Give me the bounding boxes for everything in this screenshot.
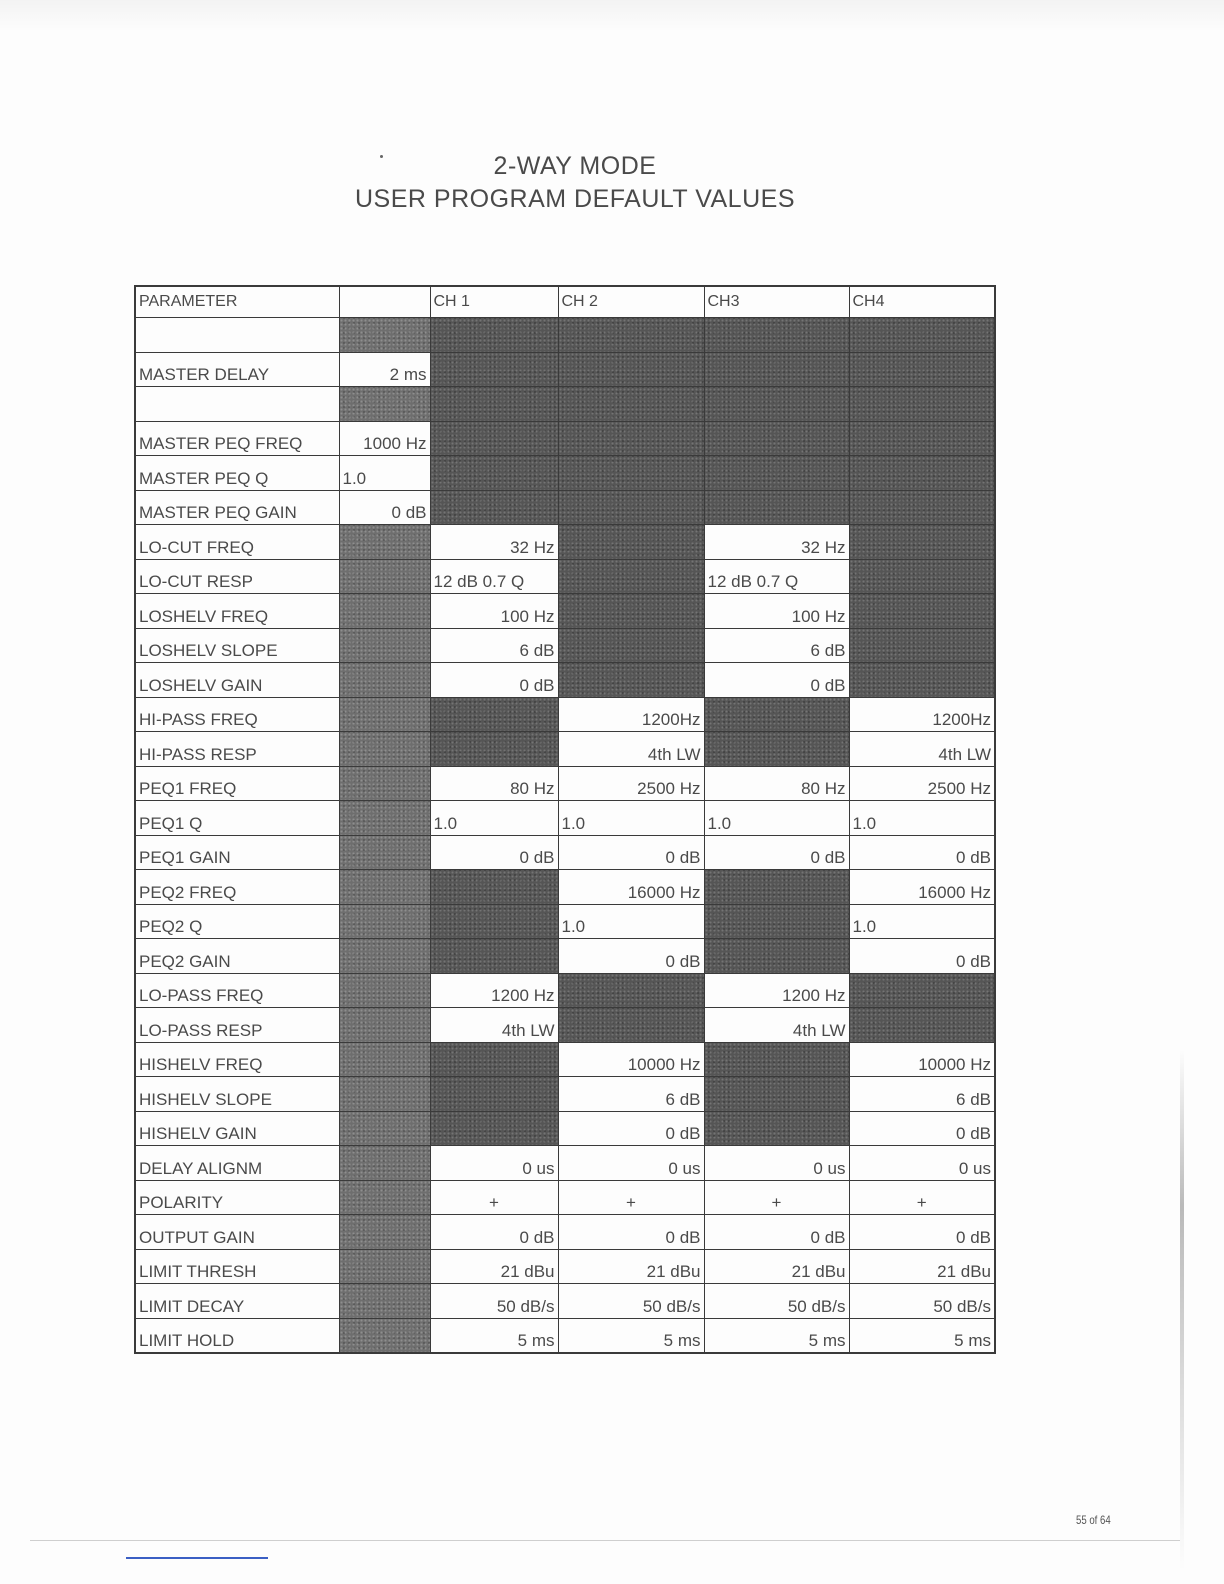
ch3-shaded-cell xyxy=(704,904,849,939)
footer-link-underline xyxy=(126,1557,268,1559)
master-shaded-cell xyxy=(339,904,430,939)
ch3-value: 0 dB xyxy=(704,663,849,698)
parameter-label: POLARITY xyxy=(135,1180,339,1215)
ch3-value: 21 dBu xyxy=(704,1249,849,1284)
ch2-shaded-cell xyxy=(558,663,704,698)
master-shaded-cell xyxy=(339,1042,430,1077)
parameter-table-body xyxy=(135,286,995,1353)
ch1-shaded-cell xyxy=(430,318,558,353)
ch1-value: 12 dB 0.7 Q xyxy=(430,559,558,594)
ch1-shaded-cell xyxy=(430,421,558,456)
parameter-label xyxy=(135,318,339,353)
ch4-shaded-cell xyxy=(849,490,995,525)
ch3-shaded-cell xyxy=(704,870,849,905)
header-ch3: CH3 xyxy=(704,286,849,318)
table-header-row xyxy=(135,286,995,318)
ch1-value: + xyxy=(430,1180,558,1215)
ch2-shaded-cell xyxy=(558,594,704,629)
ch1-value: 0 dB xyxy=(430,663,558,698)
parameter-label: LIMIT DECAY xyxy=(135,1284,339,1319)
master-shaded-cell xyxy=(339,939,430,974)
table-row xyxy=(135,1042,995,1077)
ch3-value: 5 ms xyxy=(704,1318,849,1353)
master-shaded-cell xyxy=(339,1077,430,1112)
ch3-value: 12 dB 0.7 Q xyxy=(704,559,849,594)
table-row xyxy=(135,801,995,836)
master-shaded-cell xyxy=(339,1284,430,1319)
ch4-value: 1200Hz xyxy=(849,697,995,732)
ch4-value: 4th LW xyxy=(849,732,995,767)
ch3-shaded-cell xyxy=(704,1042,849,1077)
ch4-value: 2500 Hz xyxy=(849,766,995,801)
ch3-value: 50 dB/s xyxy=(704,1284,849,1319)
ch2-value: 5 ms xyxy=(558,1318,704,1353)
ch3-value: 100 Hz xyxy=(704,594,849,629)
scan-edge xyxy=(0,0,1224,30)
ch2-shaded-cell xyxy=(558,973,704,1008)
ch3-shaded-cell xyxy=(704,387,849,422)
ch2-shaded-cell xyxy=(558,559,704,594)
table-row xyxy=(135,318,995,353)
ch2-value: 0 dB xyxy=(558,939,704,974)
parameter-label: PEQ2 GAIN xyxy=(135,939,339,974)
ch3-shaded-cell xyxy=(704,939,849,974)
master-shaded-cell xyxy=(339,1215,430,1250)
ch4-value: 1.0 xyxy=(849,904,995,939)
ch2-shaded-cell xyxy=(558,490,704,525)
ch4-shaded-cell xyxy=(849,594,995,629)
ch3-value: 80 Hz xyxy=(704,766,849,801)
ch4-value: + xyxy=(849,1180,995,1215)
ch4-value: 21 dBu xyxy=(849,1249,995,1284)
ch4-value: 1.0 xyxy=(849,801,995,836)
ch2-shaded-cell xyxy=(558,1008,704,1043)
ch2-value: 0 dB xyxy=(558,1215,704,1250)
master-shaded-cell xyxy=(339,525,430,560)
ch1-shaded-cell xyxy=(430,904,558,939)
ch1-shaded-cell xyxy=(430,1042,558,1077)
ch2-shaded-cell xyxy=(558,352,704,387)
document-title xyxy=(0,150,1150,216)
table-row xyxy=(135,973,995,1008)
ch3-value: 32 Hz xyxy=(704,525,849,560)
table-row xyxy=(135,939,995,974)
title-line-2: USER PROGRAM DEFAULT VALUES xyxy=(355,185,795,213)
ch4-value: 10000 Hz xyxy=(849,1042,995,1077)
table-row xyxy=(135,766,995,801)
master-value: 1000 Hz xyxy=(339,421,430,456)
parameter-label: HISHELV FREQ xyxy=(135,1042,339,1077)
table-row xyxy=(135,387,995,422)
parameter-label: MASTER PEQ GAIN xyxy=(135,490,339,525)
master-value: 1.0 xyxy=(339,456,430,491)
ch2-value: 0 dB xyxy=(558,835,704,870)
page-bottom-rule xyxy=(30,1540,1180,1541)
master-shaded-cell xyxy=(339,1146,430,1181)
ch2-value: 6 dB xyxy=(558,1077,704,1112)
ch2-value: 21 dBu xyxy=(558,1249,704,1284)
ch1-value: 0 us xyxy=(430,1146,558,1181)
parameter-label: HISHELV GAIN xyxy=(135,1111,339,1146)
table-row xyxy=(135,1318,995,1353)
header-ch4: CH4 xyxy=(849,286,995,318)
ch2-value: 1200Hz xyxy=(558,697,704,732)
master-shaded-cell xyxy=(339,697,430,732)
parameter-label: LOSHELV FREQ xyxy=(135,594,339,629)
parameter-label: PEQ1 Q xyxy=(135,801,339,836)
ch2-value: 1.0 xyxy=(558,904,704,939)
ch3-shaded-cell xyxy=(704,1111,849,1146)
table-row xyxy=(135,1180,995,1215)
parameter-label: OUTPUT GAIN xyxy=(135,1215,339,1250)
ch4-value: 50 dB/s xyxy=(849,1284,995,1319)
ch4-value: 0 dB xyxy=(849,835,995,870)
table-row xyxy=(135,835,995,870)
ch3-value: 4th LW xyxy=(704,1008,849,1043)
ch1-value: 80 Hz xyxy=(430,766,558,801)
ch2-shaded-cell xyxy=(558,628,704,663)
ch2-value: 10000 Hz xyxy=(558,1042,704,1077)
master-shaded-cell xyxy=(339,801,430,836)
table-row xyxy=(135,1008,995,1043)
master-shaded-cell xyxy=(339,973,430,1008)
parameter-label xyxy=(135,387,339,422)
ch4-value: 0 dB xyxy=(849,1111,995,1146)
ch3-value: 1200 Hz xyxy=(704,973,849,1008)
ch3-value: 0 dB xyxy=(704,1215,849,1250)
ch4-value: 0 us xyxy=(849,1146,995,1181)
ch4-shaded-cell xyxy=(849,318,995,353)
parameter-label: LO-CUT RESP xyxy=(135,559,339,594)
scan-edge-smudge xyxy=(1180,1050,1184,1570)
ch3-shaded-cell xyxy=(704,697,849,732)
title-line-1: 2-WAY MODE xyxy=(493,152,657,180)
ch2-shaded-cell xyxy=(558,318,704,353)
ch1-shaded-cell xyxy=(430,697,558,732)
table-row xyxy=(135,904,995,939)
ch3-value: + xyxy=(704,1180,849,1215)
master-shaded-cell xyxy=(339,1180,430,1215)
ch3-shaded-cell xyxy=(704,318,849,353)
ch1-value: 21 dBu xyxy=(430,1249,558,1284)
ch4-value: 16000 Hz xyxy=(849,870,995,905)
ch1-shaded-cell xyxy=(430,732,558,767)
table-row xyxy=(135,1111,995,1146)
parameter-label: HISHELV SLOPE xyxy=(135,1077,339,1112)
table-row xyxy=(135,1077,995,1112)
ch4-shaded-cell xyxy=(849,1008,995,1043)
ch1-shaded-cell xyxy=(430,490,558,525)
master-shaded-cell xyxy=(339,628,430,663)
header-ch1: CH 1 xyxy=(430,286,558,318)
ch4-value: 0 dB xyxy=(849,939,995,974)
master-shaded-cell xyxy=(339,594,430,629)
table-row xyxy=(135,1146,995,1181)
ch3-value: 0 dB xyxy=(704,835,849,870)
master-value: 0 dB xyxy=(339,490,430,525)
ch1-value: 0 dB xyxy=(430,835,558,870)
table-row xyxy=(135,663,995,698)
table-row xyxy=(135,456,995,491)
ch1-shaded-cell xyxy=(430,870,558,905)
ch2-shaded-cell xyxy=(558,387,704,422)
ch1-shaded-cell xyxy=(430,387,558,422)
parameter-label: HI-PASS RESP xyxy=(135,732,339,767)
parameter-label: LO-CUT FREQ xyxy=(135,525,339,560)
ch2-shaded-cell xyxy=(558,421,704,456)
parameter-label: PEQ1 GAIN xyxy=(135,835,339,870)
parameter-label: PEQ2 FREQ xyxy=(135,870,339,905)
ch2-value: 1.0 xyxy=(558,801,704,836)
master-shaded-cell xyxy=(339,766,430,801)
master-shaded-cell xyxy=(339,1111,430,1146)
ch3-shaded-cell xyxy=(704,732,849,767)
master-shaded-cell xyxy=(339,1249,430,1284)
master-shaded-cell xyxy=(339,1008,430,1043)
master-shaded-cell xyxy=(339,387,430,422)
ch1-value: 32 Hz xyxy=(430,525,558,560)
ch1-value: 50 dB/s xyxy=(430,1284,558,1319)
table-row xyxy=(135,628,995,663)
master-shaded-cell xyxy=(339,559,430,594)
table-row xyxy=(135,490,995,525)
ch1-value: 1.0 xyxy=(430,801,558,836)
ch3-value: 0 us xyxy=(704,1146,849,1181)
ch1-value: 5 ms xyxy=(430,1318,558,1353)
ch1-value: 6 dB xyxy=(430,628,558,663)
master-shaded-cell xyxy=(339,1318,430,1353)
header-parameter: PARAMETER xyxy=(135,286,339,318)
master-shaded-cell xyxy=(339,318,430,353)
table-row xyxy=(135,732,995,767)
ch1-shaded-cell xyxy=(430,1077,558,1112)
ch1-value: 0 dB xyxy=(430,1215,558,1250)
ch4-value: 0 dB xyxy=(849,1215,995,1250)
parameter-label: LO-PASS RESP xyxy=(135,1008,339,1043)
ch3-value: 6 dB xyxy=(704,628,849,663)
ch4-shaded-cell xyxy=(849,352,995,387)
table-row xyxy=(135,1249,995,1284)
ch2-value: 50 dB/s xyxy=(558,1284,704,1319)
ch1-value: 100 Hz xyxy=(430,594,558,629)
ch1-value: 1200 Hz xyxy=(430,973,558,1008)
master-shaded-cell xyxy=(339,663,430,698)
parameter-label: LO-PASS FREQ xyxy=(135,973,339,1008)
master-shaded-cell xyxy=(339,835,430,870)
parameter-label: MASTER PEQ Q xyxy=(135,456,339,491)
table-row xyxy=(135,870,995,905)
table-row xyxy=(135,421,995,456)
ch1-shaded-cell xyxy=(430,1111,558,1146)
ch2-value: 16000 Hz xyxy=(558,870,704,905)
ch2-value: 0 us xyxy=(558,1146,704,1181)
parameter-label: LIMIT THRESH xyxy=(135,1249,339,1284)
parameter-label: MASTER PEQ FREQ xyxy=(135,421,339,456)
page-number: 55 of 64 xyxy=(1076,1513,1111,1527)
ch3-value: 1.0 xyxy=(704,801,849,836)
ch3-shaded-cell xyxy=(704,1077,849,1112)
ch4-shaded-cell xyxy=(849,421,995,456)
ch2-shaded-cell xyxy=(558,456,704,491)
ch3-shaded-cell xyxy=(704,456,849,491)
ch4-shaded-cell xyxy=(849,456,995,491)
parameter-label: HI-PASS FREQ xyxy=(135,697,339,732)
ch3-shaded-cell xyxy=(704,490,849,525)
table-row xyxy=(135,1284,995,1319)
ch4-value: 5 ms xyxy=(849,1318,995,1353)
parameter-label: PEQ1 FREQ xyxy=(135,766,339,801)
ch2-value: 0 dB xyxy=(558,1111,704,1146)
ch2-value: 4th LW xyxy=(558,732,704,767)
master-shaded-cell xyxy=(339,870,430,905)
table-row xyxy=(135,1215,995,1250)
ch4-shaded-cell xyxy=(849,663,995,698)
ch1-shaded-cell xyxy=(430,352,558,387)
parameter-label: MASTER DELAY xyxy=(135,352,339,387)
ch1-value: 4th LW xyxy=(430,1008,558,1043)
table-row xyxy=(135,352,995,387)
parameter-label: DELAY ALIGNM xyxy=(135,1146,339,1181)
ch2-value: + xyxy=(558,1180,704,1215)
ch4-shaded-cell xyxy=(849,525,995,560)
parameter-label: LOSHELV GAIN xyxy=(135,663,339,698)
parameter-table xyxy=(134,285,996,1354)
ch4-shaded-cell xyxy=(849,559,995,594)
table-row xyxy=(135,594,995,629)
ch3-shaded-cell xyxy=(704,421,849,456)
ch4-shaded-cell xyxy=(849,973,995,1008)
ch1-shaded-cell xyxy=(430,456,558,491)
master-value: 2 ms xyxy=(339,352,430,387)
header-ch2: CH 2 xyxy=(558,286,704,318)
ch4-shaded-cell xyxy=(849,387,995,422)
table-row xyxy=(135,697,995,732)
parameter-label: LIMIT HOLD xyxy=(135,1318,339,1353)
ch2-shaded-cell xyxy=(558,525,704,560)
table-row xyxy=(135,525,995,560)
master-shaded-cell xyxy=(339,732,430,767)
ch3-shaded-cell xyxy=(704,352,849,387)
header-master xyxy=(339,286,430,318)
ch4-shaded-cell xyxy=(849,628,995,663)
table-row xyxy=(135,559,995,594)
ch2-value: 2500 Hz xyxy=(558,766,704,801)
ch4-value: 6 dB xyxy=(849,1077,995,1112)
parameter-label: PEQ2 Q xyxy=(135,904,339,939)
ch1-shaded-cell xyxy=(430,939,558,974)
parameter-label: LOSHELV SLOPE xyxy=(135,628,339,663)
